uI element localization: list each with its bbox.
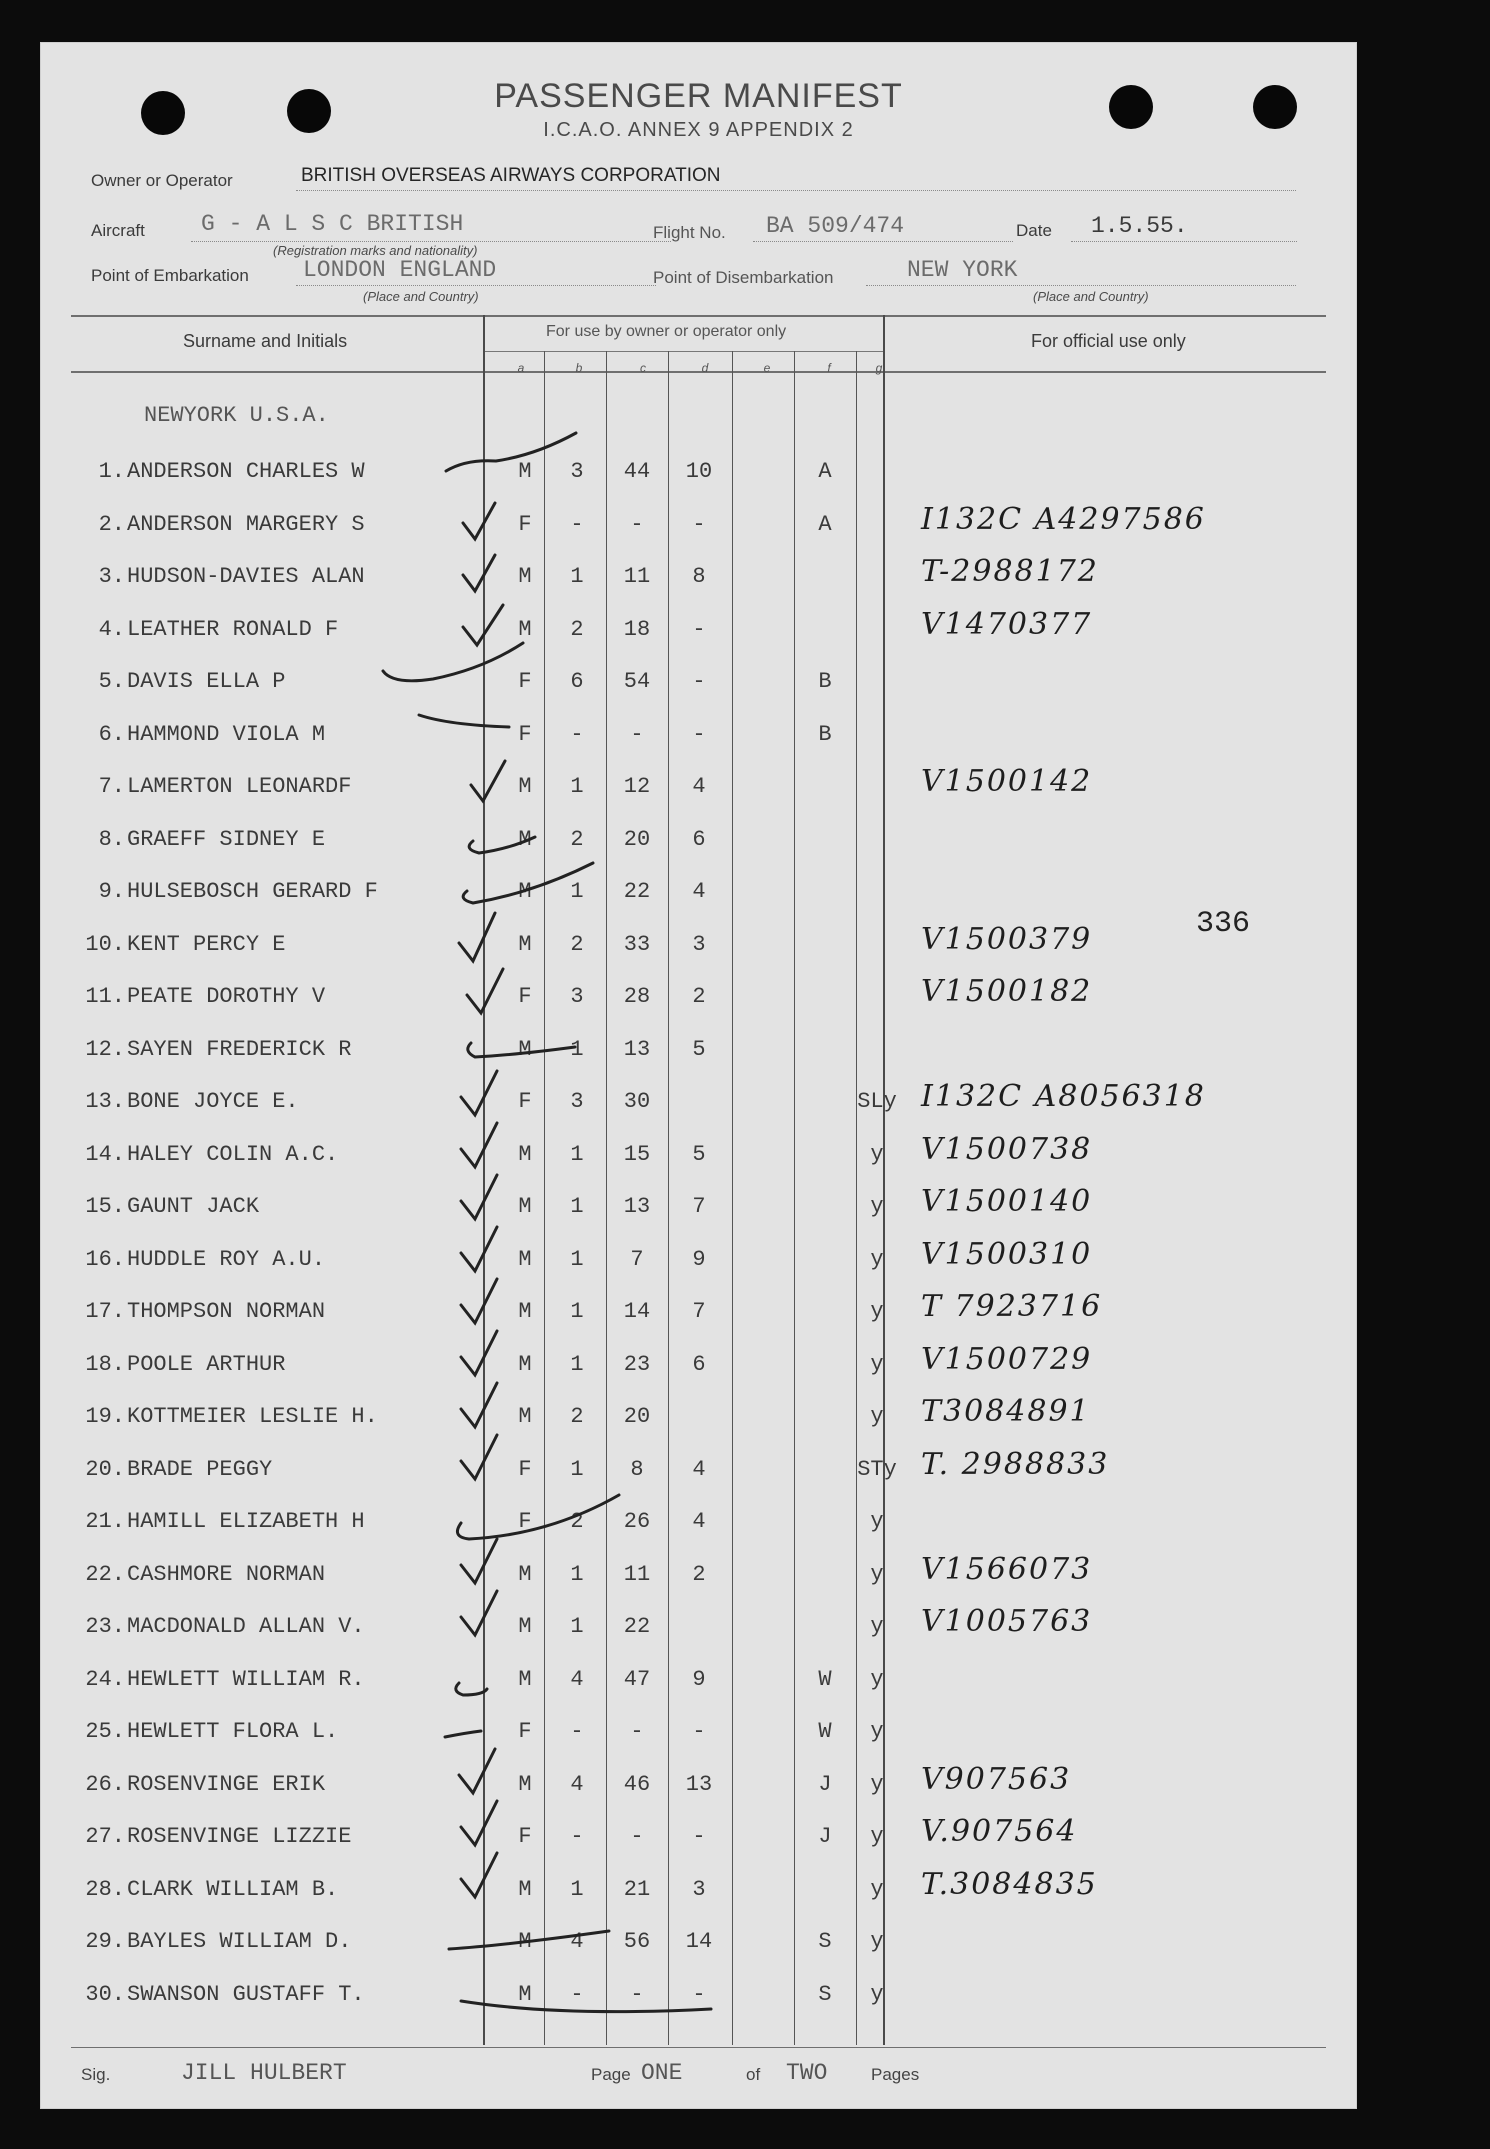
passenger-name: HAMMOND VIOLA M [127,721,326,747]
cell-age: 12 [623,774,651,799]
cell-b: 4 [570,1666,584,1692]
check-mark [468,1043,575,1057]
cell-sex: F [518,1509,532,1534]
cell-g: y [870,1351,884,1377]
cell-sex: F [518,1456,532,1482]
cell-g: y [870,1666,884,1692]
passenger-name: ROSENVINGE ERIK [127,1771,326,1797]
aircraft-label: Aircraft [91,221,145,240]
cell-b: 2 [570,826,584,852]
passenger-name: DAVIS ELLA P [127,669,286,694]
row-number: 1. [98,459,125,484]
cell-age: 11 [623,564,651,589]
row-number: 11. [85,984,125,1009]
official-entry: V1500310 [921,1236,1093,1272]
cell-b: 1 [570,564,584,589]
cell-sex: M [518,564,532,589]
passenger-name: SAYEN FREDERICK R [127,1036,352,1062]
cell-d: 10 [685,459,713,484]
cell-sex: F [518,1089,532,1114]
check-mark [463,503,495,539]
cell-g: y [870,1194,884,1219]
passenger-name: LAMERTON LEONARDF [127,774,352,799]
cell-d: 3 [692,931,706,957]
cell-sex: M [518,1614,532,1639]
check-mark [461,1071,497,1115]
official-entry: V1500140 [921,1184,1093,1219]
embark-label: Point of Embarkation [91,266,249,285]
cell-g: STy [857,1456,897,1482]
cell-age: 54 [623,669,651,694]
check-mark [471,761,505,801]
check-mark [459,913,495,961]
cell-g: y [870,1876,884,1902]
official-entry: T 7923716 [921,1289,1103,1324]
row-number: 28. [85,1876,125,1902]
cell-sex: F [518,721,532,747]
passenger-name: HUDSON-DAVIES ALAN [127,564,365,589]
cell-g: y [870,1824,884,1849]
row-number: 15. [85,1194,125,1219]
passenger-name: GAUNT JACK [127,1194,260,1219]
cell-sex: M [518,1561,532,1587]
official-entry: I132C A4297586 [921,501,1206,537]
cell-d: 7 [692,1194,706,1219]
row-number: 17. [85,1299,125,1324]
official-entry: T.3084835 [921,1866,1098,1902]
cell-d: 6 [692,826,706,852]
cell-sex: F [518,984,532,1009]
check-mark [456,1683,487,1695]
cell-f: B [818,721,832,747]
check-mark [383,643,523,681]
cell-d: - [692,616,706,642]
passenger-name: GRAEFF SIDNEY E [127,826,326,852]
cell-b: 1 [570,1614,584,1639]
signed-value: JILL HULBERT [181,2060,347,2086]
check-mark [467,969,503,1013]
official-entry: V1500182 [921,974,1093,1009]
check-mark [461,1539,497,1583]
check-mark [446,433,576,471]
cell-b: 1 [570,1036,584,1062]
cell-age: 56 [623,1929,651,1954]
cell-b: 1 [570,1561,584,1587]
cell-sex: M [518,1036,532,1062]
check-mark [463,605,503,645]
row-number: 5. [98,669,125,694]
cell-d: 4 [692,1509,706,1534]
row-number: 13. [85,1089,125,1114]
cell-d: - [692,1981,706,2007]
check-mark [449,1931,609,1949]
row-number: 27. [85,1824,125,1849]
cell-sex: M [518,1876,532,1902]
cell-g: y [870,1614,884,1639]
cell-d: - [692,1719,706,1744]
row-number: 20. [85,1456,125,1482]
cell-age: 46 [623,1771,651,1797]
cell-g: SLy [857,1089,897,1114]
cell-sex: M [518,1771,532,1797]
cell-d: - [692,669,706,694]
cell-sex: M [518,774,532,799]
cell-d: 5 [692,1036,706,1062]
cell-age: 44 [623,459,651,484]
cell-g: y [870,1771,884,1797]
cell-age: 33 [623,931,651,957]
cell-d: 4 [692,879,706,904]
cell-age: - [630,1981,644,2007]
cell-d: 2 [692,1561,706,1587]
cell-age: 22 [623,1614,651,1639]
check-mark [463,555,495,591]
col-official-header: For official use only [1031,331,1186,351]
check-mark [457,1495,619,1539]
cell-age: 14 [623,1299,651,1324]
cell-age: 11 [623,1561,651,1587]
col-letter-a: a [517,361,525,375]
document-title: PASSENGER MANIFEST [494,77,903,115]
cell-age: 7 [630,1246,644,1272]
cell-b: 3 [570,459,584,484]
cell-sex: M [518,826,532,852]
cell-b: 1 [570,1351,584,1377]
check-mark [461,2001,711,2012]
check-mark [461,1801,497,1845]
check-mark [461,1853,497,1897]
signed-prefix: Sig. [81,2065,111,2084]
cell-sex: F [518,1719,532,1744]
cell-d: 7 [692,1299,706,1324]
cell-age: 18 [623,616,651,642]
cell-f: W [818,1666,832,1692]
cell-sex: M [518,1981,532,2007]
col-surname-header: Surname and Initials [183,331,348,351]
cell-f: A [818,511,832,537]
row-number: 21. [85,1509,125,1534]
cell-b: 3 [570,984,584,1009]
cell-age: 20 [623,826,651,852]
cell-b: 1 [570,879,584,904]
row-number: 10. [85,931,125,957]
official-entry: V1500738 [921,1131,1093,1167]
cell-sex: M [518,1141,532,1167]
official-entry: V1500379 [921,921,1093,957]
passenger-name: BONE JOYCE E. [127,1089,299,1114]
passenger-name: LEATHER RONALD F [127,616,339,642]
row-number: 24. [85,1666,125,1692]
row-number: 12. [85,1036,125,1062]
cell-f: A [818,459,832,484]
cell-age: - [630,1824,644,1849]
aircraft-value: G - A L S C BRITISH [201,211,464,237]
cell-sex: M [518,1246,532,1272]
cell-b: 1 [570,1876,584,1902]
check-mark [461,1331,497,1375]
cell-age: 13 [623,1036,651,1062]
cell-d: - [692,1824,706,1849]
col-letter-e: e [763,361,771,375]
flight-value: BA 509/474 [766,213,905,239]
cell-b: - [570,1719,584,1744]
cell-sex: M [518,1666,532,1692]
cell-d: 13 [685,1771,713,1797]
passenger-name: KENT PERCY E [127,931,286,957]
passenger-name: ANDERSON CHARLES W [127,459,365,484]
cell-b: 2 [570,931,584,957]
cell-sex: M [518,1929,532,1954]
cell-d: 4 [692,774,706,799]
col-letter-b: b [575,361,583,375]
row-number: 23. [85,1614,125,1639]
row-number: 8. [98,826,125,852]
date-value: 1.5.55. [1091,213,1188,239]
check-mark [461,1175,497,1219]
cell-g: y [870,1509,884,1534]
cell-f: S [818,1929,832,1954]
check-mark [469,837,535,853]
row-number: 25. [85,1719,125,1744]
of-label: of [746,2065,761,2084]
passenger-name: MACDONALD ALLAN V. [127,1614,365,1639]
cell-age: 28 [623,984,651,1009]
cell-d: 5 [692,1141,706,1167]
cell-age: 47 [623,1666,651,1692]
cell-g: y [870,1141,884,1167]
official-entry: T-2988172 [921,554,1099,589]
destination-heading: NEWYORK U.S.A. [144,403,329,428]
cell-sex: M [518,1194,532,1219]
cell-sex: M [518,931,532,957]
owner-value: BRITISH OVERSEAS AIRWAYS CORPORATION [301,165,721,186]
row-number: 19. [85,1404,125,1429]
cell-f: J [818,1771,832,1797]
extra-note: 336 [1196,907,1251,941]
cell-d: 9 [692,1246,706,1272]
passenger-name: POOLE ARTHUR [127,1351,286,1377]
cell-f: B [818,669,832,694]
official-entry: V1500729 [921,1341,1093,1377]
cell-age: 22 [623,879,651,904]
passenger-name: PEATE DOROTHY V [127,984,326,1009]
pages-label: Pages [871,2065,920,2084]
cell-age: - [630,721,644,747]
cell-f: J [818,1824,832,1849]
passenger-name: BAYLES WILLIAM D. [127,1929,352,1954]
passenger-name: THOMPSON NORMAN [127,1299,326,1324]
passenger-name: KOTTMEIER LESLIE H. [127,1404,378,1429]
passenger-name: CASHMORE NORMAN [127,1561,326,1587]
passenger-name: HULSEBOSCH GERARD F [127,879,378,904]
official-entry: T3084891 [921,1394,1091,1429]
pen-marks [41,43,1356,2108]
col-letter-d: d [701,361,709,375]
manifest-sheet [40,42,1357,2109]
passenger-name: SWANSON GUSTAFF T. [127,1981,365,2007]
passenger-name: HEWLETT FLORA L. [127,1719,339,1744]
cell-d: 3 [692,1876,706,1902]
passenger-name: ROSENVINGE LIZZIE [127,1824,352,1849]
cell-f: W [818,1719,832,1744]
cell-b: 4 [570,1771,584,1797]
cell-sex: M [518,459,532,484]
cell-sex: M [518,1299,532,1324]
cell-b: 4 [570,1929,584,1954]
cell-d: 8 [692,564,706,589]
disembark-value: NEW YORK [907,257,1018,283]
embark-note: (Place and Country) [363,289,479,304]
passenger-name: HAMILL ELIZABETH H [127,1509,365,1534]
row-number: 7. [98,774,125,799]
aircraft-note: (Registration marks and nationality) [273,243,478,258]
cell-g: y [870,1246,884,1272]
cell-d: - [692,511,706,537]
row-number: 2. [98,511,125,537]
of-value: TWO [786,2060,828,2086]
check-marks [383,433,711,2012]
cell-age: 21 [623,1876,651,1902]
cell-g: y [870,1719,884,1744]
official-entry: V907563 [921,1761,1072,1797]
cell-d: 4 [692,1456,706,1482]
col-letter-c: c [640,361,646,375]
cell-g: y [870,1299,884,1324]
page-value: ONE [641,2060,683,2086]
cell-sex: M [518,879,532,904]
check-mark [461,1227,497,1271]
row-number: 16. [85,1246,125,1272]
cell-b: 1 [570,1299,584,1324]
passenger-name: BRADE PEGGY [127,1456,273,1482]
cell-age: 8 [630,1456,644,1482]
passenger-name: HALEY COLIN A.C. [127,1141,339,1167]
cell-b: 1 [570,774,584,799]
cell-b: - [570,721,584,747]
cell-b: - [570,511,584,537]
check-mark [461,1279,497,1323]
official-entry: V1005763 [921,1604,1093,1639]
passenger-name: HEWLETT WILLIAM R. [127,1666,365,1692]
cell-d: 2 [692,984,706,1009]
row-number: 18. [85,1351,125,1377]
check-mark [445,1731,481,1737]
cell-b: - [570,1824,584,1849]
row-number: 4. [98,616,125,642]
cell-age: - [630,1719,644,1744]
cell-b: 2 [570,1509,584,1534]
cell-sex: F [518,1824,532,1849]
official-entry: V1566073 [921,1551,1093,1587]
col-letter-g: g [875,361,883,375]
row-number: 3. [98,564,125,589]
embark-value: LONDON ENGLAND [303,257,497,283]
row-number: 14. [85,1141,125,1167]
cell-g: y [870,1404,884,1429]
row-number: 9. [98,879,125,904]
cell-d: 9 [692,1666,706,1692]
flight-label: Flight No. [653,223,726,242]
owner-label: Owner or Operator [91,171,233,190]
cell-b: 6 [570,669,584,694]
cell-sex: M [518,1404,532,1429]
cell-age: 26 [623,1509,651,1534]
check-mark [459,1749,495,1793]
row-number: 29. [85,1929,125,1954]
cell-g: y [870,1929,884,1954]
passenger-name: ANDERSON MARGERY S [127,511,365,537]
check-mark [461,1435,497,1479]
cell-b: 1 [570,1194,584,1219]
row-number: 30. [85,1981,125,2007]
disembark-label: Point of Disembarkation [653,268,834,287]
cell-age: 13 [623,1194,651,1219]
passenger-name: HUDDLE ROY A.U. [127,1246,326,1272]
check-mark [461,1123,497,1167]
check-mark [419,715,509,727]
cell-age: 23 [623,1351,651,1377]
cell-sex: F [518,511,532,537]
cell-b: 2 [570,616,584,642]
cell-b: 1 [570,1456,584,1482]
official-entry: V1470377 [921,606,1093,642]
cell-sex: M [518,1351,532,1377]
date-label: Date [1016,221,1052,240]
passenger-name: CLARK WILLIAM B. [127,1876,339,1902]
document-subtitle: I.C.A.O. ANNEX 9 APPENDIX 2 [543,119,854,141]
cell-f: S [818,1981,832,2007]
official-entry: I132C A8056318 [921,1079,1206,1114]
page-label: Page [591,2065,631,2084]
official-entry: V1500142 [921,764,1093,799]
cell-g: y [870,1561,884,1587]
row-number: 26. [85,1771,125,1797]
cell-sex: F [518,669,532,694]
row-number: 22. [85,1561,125,1587]
cell-b: - [570,1981,584,2007]
cell-age: 15 [623,1141,651,1167]
check-mark [463,863,593,903]
col-letter-f: f [827,361,831,375]
cell-b: 3 [570,1089,584,1114]
cell-age: - [630,511,644,537]
cell-sex: M [518,616,532,642]
cell-g: y [870,1981,884,2007]
cell-age: 30 [623,1089,651,1114]
cell-d: 6 [692,1351,706,1377]
cell-d: - [692,721,706,747]
cell-b: 2 [570,1404,584,1429]
official-entry: V.907564 [921,1814,1078,1849]
disembark-note: (Place and Country) [1033,289,1149,304]
cell-b: 1 [570,1141,584,1167]
check-mark [461,1591,497,1635]
official-entry: T. 2988833 [921,1446,1110,1482]
cell-b: 1 [570,1246,584,1272]
row-number: 6. [98,721,125,747]
check-mark [461,1383,497,1427]
cell-age: 20 [623,1404,651,1429]
col-owner-header: For use by owner or operator only [546,323,787,340]
cell-d: 14 [685,1929,713,1954]
